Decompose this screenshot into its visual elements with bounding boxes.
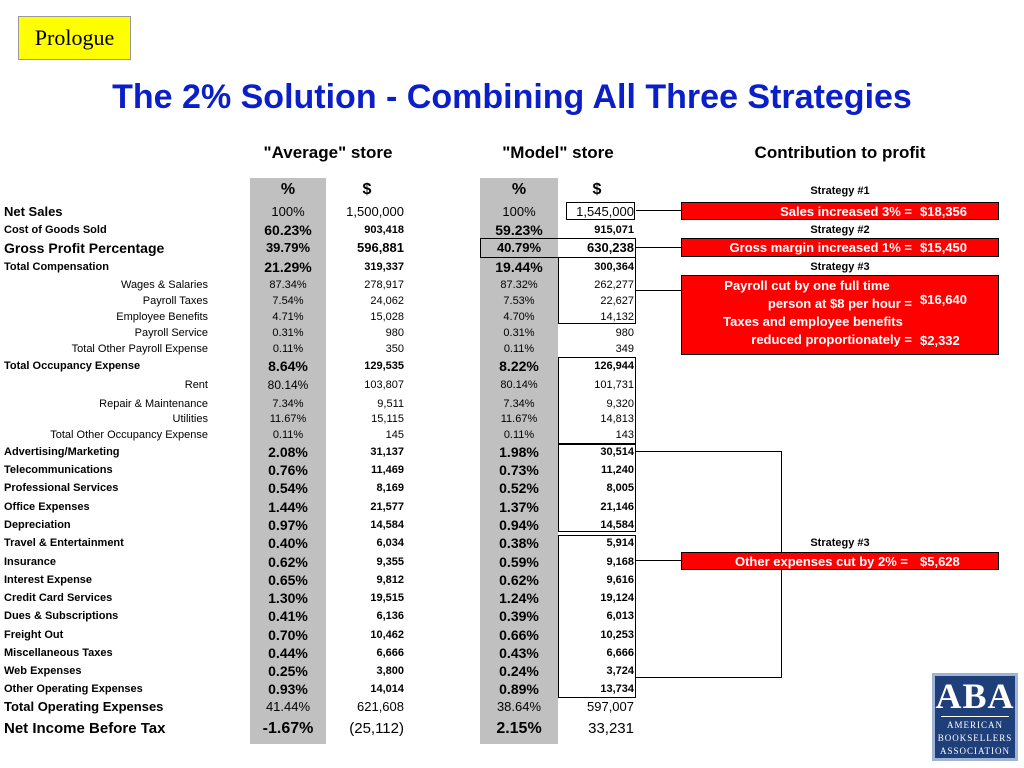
connector-line-1 bbox=[636, 210, 682, 211]
avg-usd: 1,500,000 bbox=[346, 204, 404, 219]
strategy-2-box bbox=[681, 238, 999, 257]
table-row bbox=[0, 340, 640, 358]
avg-pct: 0.54% bbox=[268, 480, 308, 496]
table-row bbox=[0, 258, 640, 276]
row-label: Credit Card Services bbox=[4, 592, 113, 604]
model-pct: 0.59% bbox=[499, 554, 539, 570]
row-label: Employee Benefits bbox=[116, 311, 208, 323]
avg-pct: 11.67% bbox=[269, 413, 307, 425]
row-label: Gross Profit Percentage bbox=[4, 240, 165, 256]
avg-usd: 15,028 bbox=[370, 311, 404, 323]
avg-pct: 0.70% bbox=[268, 627, 308, 643]
average-store-header: "Average" store bbox=[263, 143, 393, 162]
avg-pct: 7.54% bbox=[272, 295, 304, 307]
bracket-top bbox=[636, 451, 781, 452]
row-label: Insurance bbox=[4, 556, 56, 568]
row-label: Other Operating Expenses bbox=[4, 683, 143, 695]
model-usd: 11,240 bbox=[600, 464, 634, 476]
model-pct: 1.98% bbox=[499, 444, 539, 460]
avg-usd: 3,800 bbox=[376, 665, 404, 677]
avg-usd: 278,917 bbox=[364, 279, 404, 291]
row-label: Total Compensation bbox=[4, 261, 109, 273]
model-pct: 7.53% bbox=[503, 295, 535, 307]
row-label: Total Other Occupancy Expense bbox=[50, 429, 208, 441]
column-head-row bbox=[0, 181, 640, 199]
table-row bbox=[0, 498, 640, 516]
table-row bbox=[0, 516, 640, 534]
table-row bbox=[0, 443, 640, 461]
model-pct: 2.15% bbox=[496, 720, 542, 737]
avg-usd: 980 bbox=[385, 327, 404, 339]
table-row bbox=[0, 698, 640, 716]
table-row bbox=[0, 626, 640, 644]
strategy-2-label: Strategy #2 bbox=[810, 224, 870, 236]
row-label: Rent bbox=[184, 379, 208, 391]
avg-usd: 8,169 bbox=[376, 482, 404, 494]
avg-pct: 8.64% bbox=[268, 358, 308, 374]
logo-line-2: BOOKSELLERS bbox=[937, 733, 1013, 743]
model-usd: 9,168 bbox=[606, 556, 634, 568]
model-usd: 300,364 bbox=[594, 261, 634, 273]
model-pct: 87.32% bbox=[500, 279, 538, 291]
model-pct: 0.11% bbox=[503, 429, 535, 441]
model-pct: 0.89% bbox=[499, 681, 539, 697]
avg-usd: 9,355 bbox=[376, 556, 404, 568]
avg-pct: 0.76% bbox=[268, 462, 308, 478]
table-row bbox=[0, 662, 640, 680]
aba-logo bbox=[932, 673, 1018, 761]
avg-usd: 6,666 bbox=[376, 647, 404, 659]
row-label: Net Income Before Tax bbox=[4, 720, 166, 737]
row-label: Net Sales bbox=[4, 204, 63, 219]
row-label: Professional Services bbox=[4, 482, 119, 494]
avg-pct: 0.31% bbox=[272, 327, 304, 339]
avg-pct: 0.93% bbox=[268, 681, 308, 697]
model-pct: 1.24% bbox=[499, 590, 539, 606]
avg-pct: 0.41% bbox=[268, 608, 308, 624]
row-label: Total Other Payroll Expense bbox=[71, 343, 208, 355]
table-row bbox=[0, 426, 640, 444]
avg-pct: 60.23% bbox=[264, 222, 312, 238]
model-usd: 30,514 bbox=[600, 446, 634, 458]
strategy-1-label: Strategy #1 bbox=[810, 185, 870, 197]
model-store-header: "Model" store bbox=[502, 143, 614, 162]
avg-pct: 0.65% bbox=[268, 572, 308, 588]
table-row bbox=[0, 571, 640, 589]
row-label: Interest Expense bbox=[4, 574, 93, 586]
avg-pct: 0.40% bbox=[268, 535, 308, 551]
table-row bbox=[0, 607, 640, 625]
model-usd: 126,944 bbox=[594, 360, 634, 372]
strategy-1-text: Sales increased 3% = bbox=[780, 204, 912, 219]
avg-usd: 621,608 bbox=[357, 699, 404, 714]
strategy-3b-label: Strategy #3 bbox=[810, 537, 870, 549]
row-label: Depreciation bbox=[4, 519, 71, 531]
avg-pct: 1.44% bbox=[268, 499, 308, 515]
model-usd: 22,627 bbox=[600, 295, 634, 307]
avg-usd: 19,515 bbox=[370, 592, 404, 604]
row-label: Telecommunications bbox=[4, 464, 113, 476]
row-label: Cost of Goods Sold bbox=[4, 224, 107, 236]
table-row bbox=[0, 376, 640, 394]
avg-usd: (25,112) bbox=[349, 720, 404, 737]
avg-pct: 2.08% bbox=[268, 444, 308, 460]
model-usd: 14,132 bbox=[600, 311, 634, 323]
table-row bbox=[0, 553, 640, 571]
table-row bbox=[0, 357, 640, 375]
model-usd: 630,238 bbox=[587, 240, 634, 255]
model-pct: 4.70% bbox=[503, 311, 535, 323]
table-row bbox=[0, 534, 640, 552]
table-row bbox=[0, 203, 640, 221]
strategy-3-line-2: person at $8 per hour = bbox=[767, 296, 912, 311]
table-row bbox=[0, 221, 640, 239]
avg-usd-head: $ bbox=[362, 181, 372, 198]
model-usd: 21,146 bbox=[600, 501, 634, 513]
model-pct: 59.23% bbox=[495, 222, 543, 238]
row-label: Total Operating Expenses bbox=[4, 699, 164, 714]
row-label: Miscellaneous Taxes bbox=[4, 647, 113, 659]
avg-pct: 0.11% bbox=[272, 343, 304, 355]
model-usd: 262,277 bbox=[594, 279, 634, 291]
model-pct: 40.79% bbox=[496, 240, 542, 255]
strategy-3-label: Strategy #3 bbox=[810, 261, 870, 273]
table-row bbox=[0, 479, 640, 497]
row-label: Total Occupancy Expense bbox=[4, 360, 141, 372]
row-label: Dues & Subscriptions bbox=[4, 610, 119, 622]
model-pct: 7.34% bbox=[503, 398, 535, 410]
strategy-3b-value: $5,628 bbox=[920, 554, 960, 569]
avg-pct: 80.14% bbox=[267, 378, 309, 392]
avg-pct: 0.11% bbox=[272, 429, 304, 441]
row-label: Wages & Salaries bbox=[120, 279, 208, 291]
model-pct: 0.52% bbox=[499, 480, 539, 496]
row-label: Freight Out bbox=[4, 629, 64, 641]
model-usd: 9,320 bbox=[606, 398, 634, 410]
model-pct: 8.22% bbox=[499, 358, 539, 374]
table-row bbox=[0, 680, 640, 698]
model-pct-head: % bbox=[511, 181, 527, 198]
model-pct: 0.66% bbox=[499, 627, 539, 643]
model-usd: 3,724 bbox=[606, 665, 634, 677]
logo-divider bbox=[941, 716, 1009, 717]
strategy-2-text: Gross margin increased 1% = bbox=[729, 240, 912, 255]
avg-usd: 15,115 bbox=[371, 413, 404, 425]
model-pct: 0.43% bbox=[499, 645, 539, 661]
strategy-3-value-1: $16,640 bbox=[920, 292, 967, 307]
avg-usd: 24,062 bbox=[370, 295, 404, 307]
strategy-1-value: $18,356 bbox=[920, 204, 967, 219]
avg-usd: 14,584 bbox=[370, 519, 404, 531]
avg-usd: 10,462 bbox=[370, 629, 404, 641]
table-row bbox=[0, 589, 640, 607]
model-usd: 143 bbox=[615, 429, 634, 441]
avg-usd: 129,535 bbox=[364, 360, 404, 372]
model-usd: 14,813 bbox=[600, 413, 634, 425]
model-pct: 0.11% bbox=[503, 343, 535, 355]
avg-usd: 350 bbox=[385, 343, 404, 355]
row-label: Advertising/Marketing bbox=[4, 446, 120, 458]
model-usd: 6,013 bbox=[606, 610, 634, 622]
model-usd: 101,731 bbox=[594, 379, 634, 391]
avg-usd: 9,812 bbox=[376, 574, 404, 586]
model-pct: 0.31% bbox=[503, 327, 535, 339]
row-label: Office Expenses bbox=[4, 501, 90, 513]
row-label: Repair & Maintenance bbox=[99, 398, 208, 410]
model-pct: 0.62% bbox=[499, 572, 539, 588]
strategy-3-value-2: $2,332 bbox=[920, 333, 960, 348]
model-pct: 0.73% bbox=[499, 462, 539, 478]
avg-pct: 21.29% bbox=[264, 259, 312, 275]
model-pct: 0.39% bbox=[499, 608, 539, 624]
model-pct: 1.37% bbox=[499, 499, 539, 515]
strategy-3-line-1: Payroll cut by one full time bbox=[724, 278, 890, 293]
contribution-header: Contribution to profit bbox=[754, 143, 926, 162]
strategy-3b-text: Other expenses cut by 2% = bbox=[734, 554, 908, 569]
avg-pct: 41.44% bbox=[265, 699, 311, 714]
model-usd: 19,124 bbox=[600, 592, 634, 604]
strategy-3-box bbox=[681, 275, 999, 355]
connector-line-4 bbox=[636, 560, 682, 561]
model-usd: 33,231 bbox=[588, 720, 634, 737]
logo-text: ABA bbox=[935, 676, 1015, 716]
row-label: Travel & Entertainment bbox=[4, 537, 124, 549]
logo-line-1: AMERICAN bbox=[946, 720, 1003, 730]
row-label: Payroll Taxes bbox=[142, 295, 208, 307]
avg-usd: 903,418 bbox=[364, 224, 404, 236]
row-label: Web Expenses bbox=[4, 665, 82, 677]
model-pct: 0.38% bbox=[499, 535, 539, 551]
avg-usd: 21,577 bbox=[370, 501, 404, 513]
avg-pct: 100% bbox=[271, 204, 305, 219]
avg-usd: 145 bbox=[385, 429, 404, 441]
strategy-3-line-3: Taxes and employee benefits bbox=[723, 314, 903, 329]
strategy-2-value: $15,450 bbox=[920, 240, 967, 255]
section-badge: Prologue bbox=[18, 16, 131, 60]
table-row bbox=[0, 239, 640, 257]
strategy-1-box bbox=[681, 202, 999, 220]
model-usd: 6,666 bbox=[606, 647, 634, 659]
model-usd: 10,253 bbox=[600, 629, 634, 641]
model-pct: 80.14% bbox=[500, 379, 538, 391]
logo-line-3: ASSOCIATION bbox=[939, 746, 1010, 756]
table-row bbox=[0, 461, 640, 479]
avg-pct: 4.71% bbox=[272, 311, 304, 323]
page-title: The 2% Solution - Combining All Three Strategies bbox=[112, 78, 912, 116]
avg-pct: -1.67% bbox=[262, 720, 314, 737]
avg-pct: 0.44% bbox=[268, 645, 308, 661]
model-usd: 980 bbox=[615, 327, 634, 339]
model-usd: 5,914 bbox=[606, 537, 634, 549]
avg-usd: 6,136 bbox=[376, 610, 404, 622]
model-pct: 100% bbox=[502, 204, 536, 219]
model-usd: 13,734 bbox=[600, 683, 634, 695]
model-usd: 9,616 bbox=[606, 574, 634, 586]
strategy-3-line-4: reduced proportionately = bbox=[751, 332, 912, 347]
avg-usd: 14,014 bbox=[370, 683, 404, 695]
avg-pct-head: % bbox=[280, 181, 296, 198]
model-usd: 915,071 bbox=[594, 224, 634, 236]
avg-usd: 103,807 bbox=[364, 379, 404, 391]
avg-usd: 596,881 bbox=[357, 240, 404, 255]
row-label: Payroll Service bbox=[134, 327, 208, 339]
avg-usd: 11,469 bbox=[370, 464, 404, 476]
model-usd: 14,584 bbox=[600, 519, 634, 531]
avg-pct: 7.34% bbox=[272, 398, 304, 410]
row-label: Utilities bbox=[172, 413, 208, 425]
model-pct: 19.44% bbox=[495, 259, 543, 275]
bracket-bottom bbox=[636, 677, 782, 678]
connector-line-2 bbox=[636, 247, 682, 248]
model-usd: 597,007 bbox=[587, 699, 634, 714]
avg-pct: 0.25% bbox=[268, 663, 308, 679]
strategy-3b-box bbox=[681, 552, 999, 570]
avg-usd: 31,137 bbox=[370, 446, 404, 458]
connector-line-3 bbox=[636, 290, 682, 291]
avg-pct: 0.97% bbox=[268, 517, 308, 533]
model-usd: 8,005 bbox=[606, 482, 634, 494]
model-usd-head: $ bbox=[592, 181, 602, 198]
table-row bbox=[0, 644, 640, 662]
model-pct: 11.67% bbox=[500, 413, 538, 425]
model-pct: 0.24% bbox=[499, 663, 539, 679]
avg-usd: 6,034 bbox=[376, 537, 404, 549]
avg-pct: 0.62% bbox=[268, 554, 308, 570]
table-row bbox=[0, 718, 640, 740]
avg-usd: 9,511 bbox=[377, 398, 404, 410]
avg-pct: 87.34% bbox=[269, 279, 307, 291]
model-usd: 1,545,000 bbox=[576, 204, 634, 219]
model-usd: 349 bbox=[615, 343, 634, 355]
avg-pct: 39.79% bbox=[265, 240, 311, 255]
avg-usd: 319,337 bbox=[364, 261, 404, 273]
model-pct: 38.64% bbox=[496, 699, 542, 714]
avg-pct: 1.30% bbox=[268, 590, 308, 606]
model-pct: 0.94% bbox=[499, 517, 539, 533]
